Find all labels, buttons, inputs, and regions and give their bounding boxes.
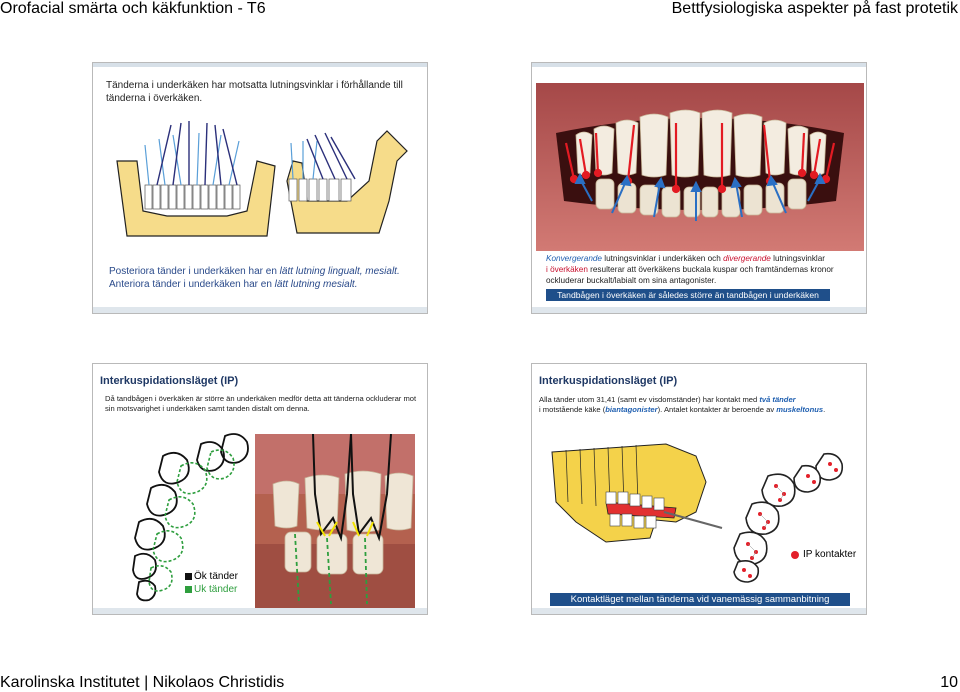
slide-thumbnail-1 bbox=[92, 62, 428, 314]
legend-green-swatch bbox=[185, 586, 192, 593]
dental-photo bbox=[536, 83, 864, 251]
slide-thumbnail-2 bbox=[531, 62, 867, 314]
red-dot-icon bbox=[791, 551, 799, 559]
document-footer-left: Karolinska Institutet | Nikolaos Christidis bbox=[0, 674, 285, 691]
slide-bottom-bar bbox=[532, 608, 866, 614]
slide-bottom-bar bbox=[93, 608, 427, 614]
slide-3-text: Då tandbågen i överkäken är större än underkäken medför detta att tänderna ockluderar mot sin motsvarighet i underkäken samt tanden distalt om denna. bbox=[105, 394, 417, 413]
tooth-arch-diagram bbox=[728, 452, 858, 588]
document-header-right: Bettfysiologiska aspekter på fast protetik bbox=[671, 0, 958, 17]
legend-lower-teeth: Uk tänder bbox=[185, 583, 238, 596]
slide-3-title: Interkuspidationsläget (IP) bbox=[100, 375, 239, 387]
slide-4-text: Alla tänder utom 31,41 (samt ev visdomständer) har kontakt med två tänder i motstående käke (biantagonister). Antalet kontakter är beroende av muskeltonus. bbox=[539, 395, 826, 414]
slide-bottom-bar bbox=[93, 307, 427, 313]
ip-contact-legend: IP kontakter bbox=[791, 549, 856, 560]
slide-2-caption: Konvergerande lutningsvinklar i underkäken och divergerande lutningsvinklar i överkäken resulterar att överkäkens buckala kuspar och framtändernas kronor ockluderar buckalt/labialt om sina antagonister. bbox=[546, 254, 834, 285]
slide-1-intro-text: Tänderna i underkäken har motsatta lutningsvinklar i förhållande till tänderna i överkäken. bbox=[106, 80, 403, 104]
slide-thumbnail-3 bbox=[92, 363, 428, 615]
slide-thumbnail-4 bbox=[531, 363, 867, 615]
slide-top-bar bbox=[93, 63, 427, 67]
tooth-legend bbox=[185, 570, 238, 596]
slide-top-bar bbox=[532, 63, 866, 67]
legend-upper-teeth: Ök tänder bbox=[185, 570, 238, 583]
document-header-left: Orofacial smärta och käkfunktion - T6 bbox=[0, 0, 266, 17]
legend-black-swatch bbox=[185, 573, 192, 580]
occlusion-photo bbox=[255, 434, 415, 608]
slide-2-banner: Tandbågen i överkäken är således större än tandbågen i underkäken bbox=[546, 289, 830, 301]
jaw-illustration bbox=[107, 121, 417, 246]
slide-bottom-bar bbox=[532, 307, 866, 313]
slide-4-banner: Kontaktläget mellan tänderna vid vanemässig sammanbitning bbox=[550, 593, 850, 606]
slide-4-title: Interkuspidationsläget (IP) bbox=[539, 375, 678, 387]
skull-illustration bbox=[546, 442, 736, 552]
slide-1-lutning-text: Posteriora tänder i underkäken har en lätt lutning lingualt, mesialt. Anteriora tänder i underkäken har en lätt lutning mesialt. bbox=[109, 266, 400, 290]
page-number: 10 bbox=[940, 674, 958, 691]
